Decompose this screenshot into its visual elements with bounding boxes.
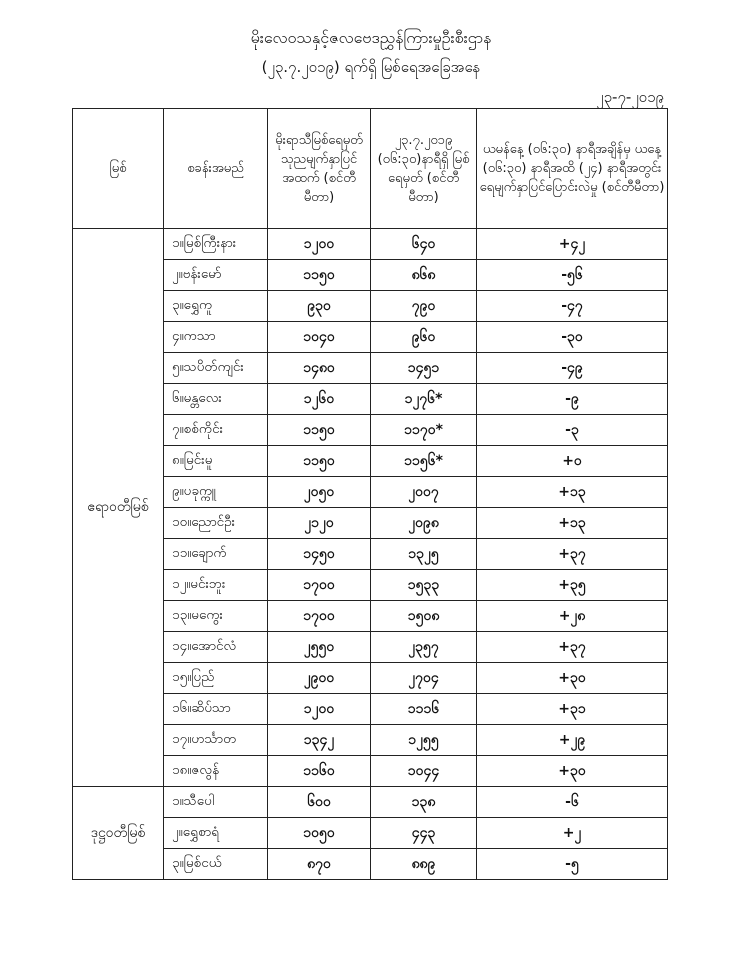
normal-level-cell: ၁၀၄၀ [268,322,371,353]
table-header-row [73,109,668,229]
station-name-cell: ၃။ရွှေကူ [164,291,268,322]
station-name-cell: ၁၁။ချောက် [164,539,268,570]
normal-level-cell: ၆၀၀ [268,787,371,818]
normal-level-cell: ၂၁၂၀ [268,508,371,539]
column-header-river: မြစ် [73,109,164,229]
page-subtitle: (၂၃.၇.၂၀၁၉) ရက်ရှိ မြစ်ရေအခြေအနေ [261,58,481,76]
level-change-cell: -၄၇ [477,291,668,322]
level-change-cell: -၃၀ [477,322,668,353]
column-header-current-level: ၂၃.၇.၂၀၁၉ (၀၆:၃၀)နာရီရှိ မြစ်ရေမှတ် (စင်တီမီတာ) [371,109,477,229]
current-level-cell: ၁၁၅၆* [371,446,477,477]
current-level-cell: ၂၇၀၄ [371,663,477,694]
normal-level-cell: ၁၄၈၀ [268,353,371,384]
level-change-cell: +၂၈ [477,601,668,632]
normal-level-cell: ၁၂၀၀ [268,229,371,260]
river-name-cell: ဧရာဝတီမြစ် [73,229,164,787]
normal-level-cell: ၁၄၅၀ [268,539,371,570]
level-change-cell: +၃၇ [477,632,668,663]
current-level-cell: ၆၄၀ [371,229,477,260]
column-header-24h-change: ယမန်နေ့ (၀၆:၃၀) နာရီအချိန်မှ ယနေ့ (၀၆:၃၀) နာရီအထိ (၂၄) နာရီအတွင်း ရေမျက်နှာပြင်ပြောင်းလဲမှု (စင်တီမီတာ) [477,109,668,229]
station-name-cell: ၆။မန္တလေး [164,384,268,415]
current-level-cell: ၈၆၈ [371,260,477,291]
normal-level-cell: ၁၂၀၀ [268,694,371,725]
current-level-cell: ၁၁၇၀* [371,415,477,446]
current-level-cell: ၁၃၂၅ [371,539,477,570]
current-level-cell: ၁၁၁၆ [371,694,477,725]
station-name-cell: ၁။သီပေါ [164,787,268,818]
current-level-cell: ၁၂၅၅ [371,725,477,756]
station-name-cell: ၁၅။ပြည် [164,663,268,694]
level-change-cell: -၅ [477,849,668,880]
current-level-cell: ၉၆၀ [371,322,477,353]
station-name-cell: ၁၈။ဇလွန် [164,756,268,787]
level-change-cell: +၁၃ [477,477,668,508]
station-name-cell: ၄။ကသာ [164,322,268,353]
level-change-cell: +၃၀ [477,756,668,787]
current-level-cell: ၁၄၅၁ [371,353,477,384]
level-change-cell: -၄၉ [477,353,668,384]
normal-level-cell: ၁၀၅၀ [268,818,371,849]
current-level-cell: ၁၅၃၃ [371,570,477,601]
river-level-table [72,108,668,880]
station-name-cell: ၇။စစ်ကိုင်း [164,415,268,446]
station-name-cell: ၁၀။ညောင်ဦး [164,508,268,539]
current-level-cell: ၈၈၉ [371,849,477,880]
level-change-cell: +၀ [477,446,668,477]
report-date: ၂၃-၇-၂၀၁၉ [596,88,664,106]
station-name-cell: ၁၆။ဆိပ်သာ [164,694,268,725]
level-change-cell: -၉ [477,384,668,415]
current-level-cell: ၂၀၉၈ [371,508,477,539]
normal-level-cell: ၁၁၅၀ [268,415,371,446]
station-name-cell: ၉။ပခုက္ကူ [164,477,268,508]
current-level-cell: ၁၃၈ [371,787,477,818]
current-level-cell: ၂၀၀၇ [371,477,477,508]
column-header-normal-level: မိုးရာသီမြစ်ရေမှတ် သုညမျက်နှာပြင် အထက် (စင်တီမီတာ) [268,109,371,229]
station-name-cell: ၁၃။မကွေး [164,601,268,632]
normal-level-cell: ၁၃၄၂ [268,725,371,756]
level-change-cell: -၆ [477,787,668,818]
level-change-cell: +၂ [477,818,668,849]
level-change-cell: +၃၁ [477,694,668,725]
level-change-cell: -၃ [477,415,668,446]
normal-level-cell: ၁၁၅၀ [268,260,371,291]
level-change-cell: +၃၀ [477,663,668,694]
level-change-cell: +၁၃ [477,508,668,539]
current-level-cell: ၁၀၄၄ [371,756,477,787]
table-row [73,787,668,818]
page-title: မိုးလေဝသနှင့်ဇလဗေဒညွှန်ကြားမှုဦးစီးဌာန [250,28,492,47]
normal-level-cell: ၁၂၆၀ [268,384,371,415]
current-level-cell: ၄၄၃ [371,818,477,849]
normal-level-cell: ၂၀၅၀ [268,477,371,508]
station-name-cell: ၈။မြင်းမူ [164,446,268,477]
normal-level-cell: ၁၁၆၀ [268,756,371,787]
river-name-cell: ဒုဋ္ဌဝတီမြစ် [73,787,164,880]
normal-level-cell: ၉၃၀ [268,291,371,322]
normal-level-cell: ၁၁၅၀ [268,446,371,477]
current-level-cell: ၇၉၀ [371,291,477,322]
station-name-cell: ၂။ဗန်းမော် [164,260,268,291]
current-level-cell: ၁၂၇၆* [371,384,477,415]
normal-level-cell: ၁၇၀၀ [268,601,371,632]
table-body [73,229,668,880]
normal-level-cell: ၈၇၀ [268,849,371,880]
station-name-cell: ၁၄။အောင်လံ [164,632,268,663]
station-name-cell: ၁။မြစ်ကြီးနား [164,229,268,260]
station-name-cell: ၁၂။မင်းဘူး [164,570,268,601]
station-name-cell: ၂။ရွှေစာရံ [164,818,268,849]
level-change-cell: +၄၂ [477,229,668,260]
level-change-cell: +၂၉ [477,725,668,756]
normal-level-cell: ၂၅၅၀ [268,632,371,663]
station-name-cell: ၁၇။ဟင်္သာတ [164,725,268,756]
table-row [73,229,668,260]
level-change-cell: -၅၆ [477,260,668,291]
level-change-cell: +၃၇ [477,539,668,570]
current-level-cell: ၁၅၀၈ [371,601,477,632]
column-header-station: စခန်းအမည် [164,109,268,229]
current-level-cell: ၂၃၅၇ [371,632,477,663]
level-change-cell: +၃၅ [477,570,668,601]
station-name-cell: ၃။မြစ်ငယ် [164,849,268,880]
station-name-cell: ၅။သပိတ်ကျင်း [164,353,268,384]
normal-level-cell: ၂၉၀၀ [268,663,371,694]
normal-level-cell: ၁၇၀၀ [268,570,371,601]
